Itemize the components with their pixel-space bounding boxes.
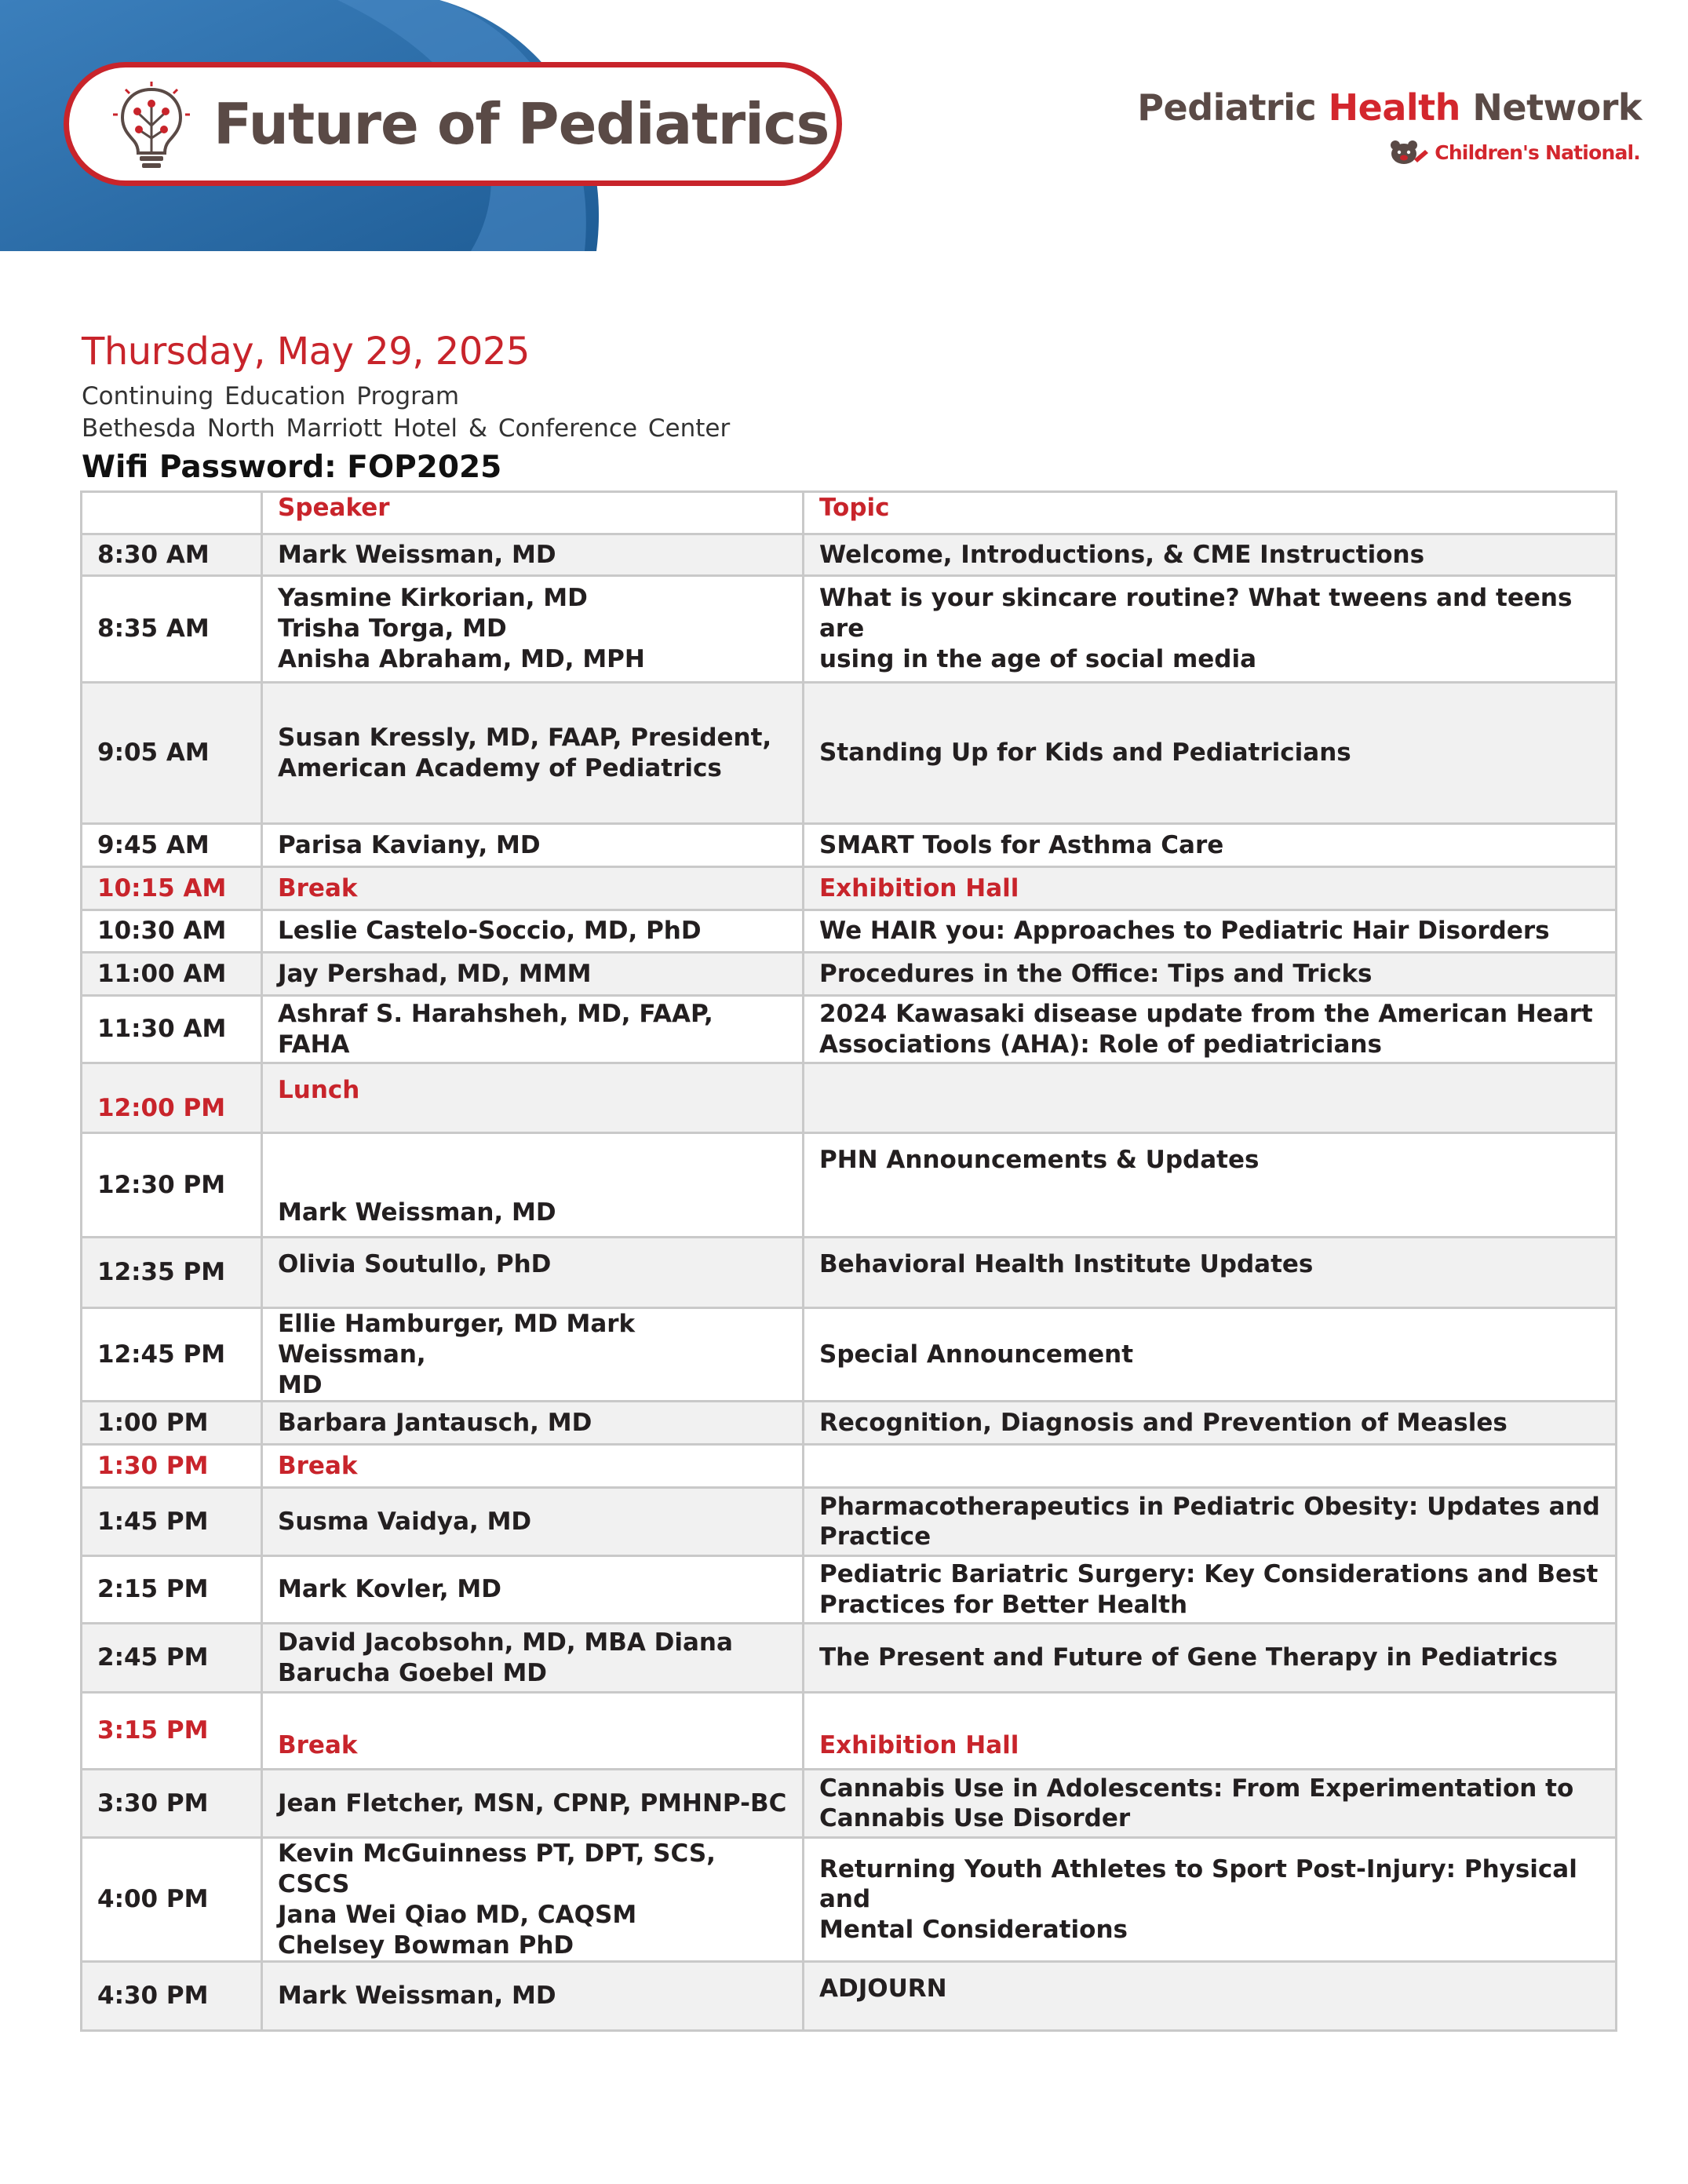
time-cell xyxy=(82,1308,262,1402)
speaker-line: Trisha Torga, MD xyxy=(278,614,507,644)
topic-line: Associations (AHA): Role of pediatricians xyxy=(819,1030,1382,1059)
topic-line: Recognition, Diagnosis and Prevention of Measles xyxy=(819,1408,1508,1437)
time-cell xyxy=(82,1488,262,1556)
time-cell xyxy=(82,1238,262,1308)
time-cell xyxy=(82,683,262,824)
speaker-line: Barucha Goebel MD xyxy=(278,1658,548,1687)
topic-line: Behavioral Health Institute Updates xyxy=(819,1250,1314,1278)
topic-line: Procedures in the Office: Tips and Tricks xyxy=(819,959,1373,988)
topic-line: What is your skincare routine? What tweens and teens are xyxy=(819,584,1573,644)
speaker-cell xyxy=(262,824,804,867)
topic-line: Pharmacotherapeutics in Pediatric Obesity: Updates and xyxy=(819,1492,1600,1521)
time-text: 12:30 PM xyxy=(97,1170,226,1199)
table-row xyxy=(82,1238,1617,1308)
speaker-line: Leslie Castelo-Soccio, MD, PhD xyxy=(278,917,702,946)
time-cell xyxy=(82,576,262,683)
speaker-cell xyxy=(262,1238,804,1308)
speaker-line: Anisha Abraham, MD, MPH xyxy=(278,644,645,673)
wifi-password: Wifi Password: FOP2025 xyxy=(82,450,502,485)
event-date: Thursday, May 29, 2025 xyxy=(82,330,530,374)
header-topic: Topic xyxy=(804,492,1617,534)
topic-line: Exhibition Hall xyxy=(819,1730,1019,1759)
time-cell xyxy=(82,1838,262,1962)
speaker-line: Jay Pershad, MD, MMM xyxy=(278,959,592,988)
speaker-cell xyxy=(262,1962,804,2031)
time-text: 9:45 AM xyxy=(97,830,210,859)
table-row xyxy=(82,996,1617,1063)
speaker-cell xyxy=(262,953,804,996)
header-time xyxy=(82,492,262,534)
schedule-table xyxy=(80,490,1617,2032)
speaker-line: Jana Wei Qiao MD, CAQSM xyxy=(278,1900,637,1929)
time-cell xyxy=(82,1624,262,1693)
speaker-cell xyxy=(262,1402,804,1445)
time-text: 8:35 AM xyxy=(97,614,210,644)
table-header-row xyxy=(82,492,1617,534)
speaker-line: Susma Vaidya, MD xyxy=(278,1507,532,1536)
table-row xyxy=(82,576,1617,683)
time-cell xyxy=(82,910,262,953)
speaker-cell xyxy=(262,1624,804,1693)
topic-cell xyxy=(804,1556,1617,1624)
speaker-cell xyxy=(262,1308,804,1402)
speaker-cell xyxy=(262,534,804,576)
speaker-cell xyxy=(262,683,804,824)
speaker-line: Break xyxy=(278,873,358,902)
time-cell xyxy=(82,534,262,576)
time-cell xyxy=(82,867,262,910)
table-row xyxy=(82,1556,1617,1624)
topic-cell xyxy=(804,910,1617,953)
table-row xyxy=(82,1488,1617,1556)
table-row xyxy=(82,1962,1617,2031)
speaker-line: Olivia Soutullo, PhD xyxy=(278,1250,552,1278)
time-text: 12:45 PM xyxy=(97,1340,226,1369)
network-word-3: Network xyxy=(1460,86,1642,129)
topic-line: Welcome, Introductions, & CME Instructions xyxy=(819,540,1425,569)
topic-cell xyxy=(804,1693,1617,1770)
speaker-cell xyxy=(262,1838,804,1962)
topic-line: Cannabis Use in Adolescents: From Experimentation to xyxy=(819,1774,1574,1803)
time-cell xyxy=(82,1693,262,1770)
topic-line: The Present and Future of Gene Therapy in Pediatrics xyxy=(819,1643,1558,1672)
event-title: Future of Pediatrics xyxy=(213,91,829,157)
speaker-cell xyxy=(262,1488,804,1556)
topic-cell xyxy=(804,1308,1617,1402)
speaker-cell xyxy=(262,867,804,910)
speaker-line: Jean Fletcher, MSN, CPNP, PMHNP-BC xyxy=(278,1788,787,1818)
time-text: 3:15 PM xyxy=(97,1716,209,1745)
time-cell xyxy=(82,1063,262,1133)
time-text: 12:35 PM xyxy=(97,1258,226,1287)
program-name: Continuing Education Program xyxy=(82,382,460,410)
time-cell xyxy=(82,1962,262,2031)
table-row xyxy=(82,1770,1617,1838)
topic-cell xyxy=(804,1962,1617,2031)
topic-line: ADJOURN xyxy=(819,1974,947,2004)
schedule-body xyxy=(82,492,1617,2031)
speaker-line: Ashraf S. Harahsheh, MD, FAAP, FAHA xyxy=(278,999,713,1059)
time-text: 12:00 PM xyxy=(97,1094,226,1123)
topic-cell xyxy=(804,1488,1617,1556)
table-row xyxy=(82,1308,1617,1402)
time-text: 1:00 PM xyxy=(97,1408,209,1437)
topic-line: We HAIR you: Approaches to Pediatric Hair Disorders xyxy=(819,917,1550,946)
lightbulb-icon xyxy=(108,78,195,173)
time-cell xyxy=(82,953,262,996)
topic-line: Pediatric Bariatric Surgery: Key Considerations and Best xyxy=(819,1560,1599,1588)
speaker-line: Kevin McGuinness PT, DPT, SCS, CSCS xyxy=(278,1839,716,1898)
time-cell xyxy=(82,1556,262,1624)
network-word-1: Pediatric xyxy=(1137,86,1329,129)
time-text: 4:30 PM xyxy=(97,1982,209,2011)
topic-line: 2024 Kawasaki disease update from the American Heart xyxy=(819,999,1593,1028)
topic-cell xyxy=(804,867,1617,910)
time-text: 11:30 AM xyxy=(97,1015,227,1044)
speaker-line: Parisa Kaviany, MD xyxy=(278,830,541,859)
speaker-line: Lunch xyxy=(278,1076,360,1104)
table-row xyxy=(82,1838,1617,1962)
table-row xyxy=(82,824,1617,867)
network-logo xyxy=(1137,86,1642,129)
table-row xyxy=(82,1445,1617,1488)
topic-cell xyxy=(804,953,1617,996)
speaker-line: Mark Weissman, MD xyxy=(278,1982,556,2011)
header-speaker: Speaker xyxy=(262,492,804,534)
time-text: 10:15 AM xyxy=(97,873,227,902)
topic-line: Special Announcement xyxy=(819,1340,1134,1369)
topic-line: using in the age of social media xyxy=(819,644,1257,673)
partner-logo xyxy=(1387,139,1640,166)
speaker-cell xyxy=(262,1133,804,1238)
time-cell xyxy=(82,1402,262,1445)
topic-cell xyxy=(804,534,1617,576)
topic-cell xyxy=(804,1624,1617,1693)
topic-line: Mental Considerations xyxy=(819,1916,1128,1945)
time-text: 11:00 AM xyxy=(97,959,227,988)
table-row xyxy=(82,1133,1617,1238)
table-row xyxy=(82,1402,1617,1445)
speaker-line: Mark Kovler, MD xyxy=(278,1575,501,1604)
time-text: 4:00 PM xyxy=(97,1885,209,1914)
speaker-line: Chelsey Bowman PhD xyxy=(278,1931,574,1960)
time-text: 2:15 PM xyxy=(97,1575,209,1604)
time-text: 10:30 AM xyxy=(97,917,227,946)
bear-logo-icon xyxy=(1387,139,1430,166)
speaker-line: Break xyxy=(278,1451,358,1480)
topic-cell xyxy=(804,1063,1617,1133)
table-row xyxy=(82,683,1617,824)
speaker-cell xyxy=(262,910,804,953)
time-text: 1:30 PM xyxy=(97,1451,209,1480)
topic-cell xyxy=(804,1838,1617,1962)
speaker-cell xyxy=(262,996,804,1063)
topic-line: Exhibition Hall xyxy=(819,873,1019,902)
topic-line: Returning Youth Athletes to Sport Post-Injury: Physical and xyxy=(819,1854,1577,1914)
speaker-cell xyxy=(262,1063,804,1133)
topic-line: Cannabis Use Disorder xyxy=(819,1804,1131,1833)
topic-cell xyxy=(804,1445,1617,1488)
speaker-cell xyxy=(262,576,804,683)
topic-line: PHN Announcements & Updates xyxy=(819,1146,1260,1174)
topic-line: Practice xyxy=(819,1522,931,1551)
speaker-line: David Jacobsohn, MD, MBA Diana xyxy=(278,1628,733,1657)
table-row xyxy=(82,910,1617,953)
speaker-line: Susan Kressly, MD, FAAP, President, xyxy=(278,723,772,752)
table-row xyxy=(82,534,1617,576)
table-row xyxy=(82,1624,1617,1693)
topic-cell xyxy=(804,1402,1617,1445)
network-word-2: Health xyxy=(1328,86,1460,129)
venue-name: Bethesda North Marriott Hotel & Conference Center xyxy=(82,414,731,443)
topic-cell xyxy=(804,824,1617,867)
table-row xyxy=(82,867,1617,910)
topic-line: SMART Tools for Asthma Care xyxy=(819,830,1224,859)
table-row xyxy=(82,1693,1617,1770)
table-row xyxy=(82,953,1617,996)
speaker-line: Break xyxy=(278,1730,358,1759)
topic-line: Practices for Better Health xyxy=(819,1590,1188,1619)
time-text: 3:30 PM xyxy=(97,1788,209,1818)
topic-cell xyxy=(804,683,1617,824)
speaker-line: American Academy of Pediatrics xyxy=(278,753,722,782)
speaker-cell xyxy=(262,1693,804,1770)
speaker-cell xyxy=(262,1445,804,1488)
topic-line: Standing Up for Kids and Pediatricians xyxy=(819,738,1351,767)
time-cell xyxy=(82,1445,262,1488)
speaker-line: Ellie Hamburger, MD Mark Weissman, xyxy=(278,1310,636,1369)
event-banner xyxy=(64,62,842,186)
topic-cell xyxy=(804,1133,1617,1238)
speaker-cell xyxy=(262,1556,804,1624)
time-text: 8:30 AM xyxy=(97,540,210,569)
speaker-line: Mark Weissman, MD xyxy=(278,1198,556,1227)
topic-cell xyxy=(804,1770,1617,1838)
time-cell xyxy=(82,1133,262,1238)
table-row xyxy=(82,1063,1617,1133)
speaker-line: Barbara Jantausch, MD xyxy=(278,1408,592,1437)
topic-cell xyxy=(804,576,1617,683)
time-cell xyxy=(82,996,262,1063)
speaker-line: Yasmine Kirkorian, MD xyxy=(278,584,588,613)
time-text: 1:45 PM xyxy=(97,1507,209,1536)
speaker-line: Mark Weissman, MD xyxy=(278,540,556,569)
topic-cell xyxy=(804,1238,1617,1308)
speaker-line: MD xyxy=(278,1370,323,1399)
topic-cell xyxy=(804,996,1617,1063)
time-text: 9:05 AM xyxy=(97,738,210,767)
time-cell xyxy=(82,824,262,867)
partner-name: Children's National. xyxy=(1435,140,1640,164)
time-text: 2:45 PM xyxy=(97,1643,209,1672)
speaker-cell xyxy=(262,1770,804,1838)
time-cell xyxy=(82,1770,262,1838)
